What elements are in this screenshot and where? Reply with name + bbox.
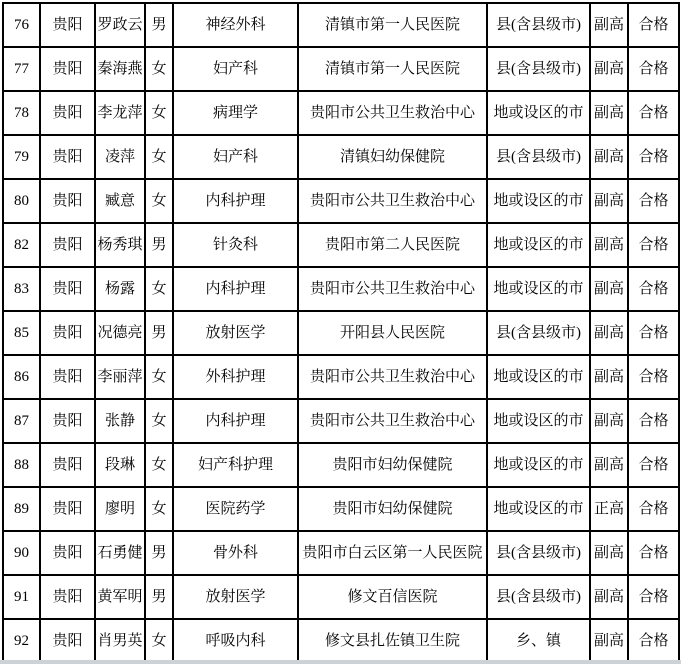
cell-seq: 87 <box>3 399 40 443</box>
cell-gender: 女 <box>145 91 173 135</box>
cell-level: 地或设区的市 <box>487 267 590 311</box>
table-row <box>3 179 679 223</box>
cell-title: 副高 <box>590 443 628 487</box>
cell-city: 贵阳 <box>40 619 95 663</box>
cell-city: 贵阳 <box>40 531 95 575</box>
cell-name: 凌萍 <box>95 135 145 179</box>
cell-specialty: 呼吸内科 <box>173 619 298 663</box>
cell-seq: 88 <box>3 443 40 487</box>
cell-title: 副高 <box>590 223 628 267</box>
cell-name: 李丽萍 <box>95 355 145 399</box>
cell-city: 贵阳 <box>40 575 95 619</box>
cell-name: 杨露 <box>95 267 145 311</box>
cell-name: 李龙萍 <box>95 91 145 135</box>
cell-gender: 男 <box>145 575 173 619</box>
cell-specialty: 针灸科 <box>173 223 298 267</box>
cell-result: 合格 <box>628 311 679 355</box>
table-row <box>3 3 679 47</box>
cell-seq: 85 <box>3 311 40 355</box>
cell-hospital: 清镇市第一人民医院 <box>298 3 487 47</box>
cell-seq: 90 <box>3 531 40 575</box>
cell-result: 合格 <box>628 619 679 663</box>
cell-hospital: 贵阳市妇幼保健院 <box>298 443 487 487</box>
cell-level: 地或设区的市 <box>487 223 590 267</box>
cell-name: 况德亮 <box>95 311 145 355</box>
cell-title: 正高 <box>590 487 628 531</box>
cell-city: 贵阳 <box>40 223 95 267</box>
cell-specialty: 妇产科 <box>173 135 298 179</box>
cell-name: 黄军明 <box>95 575 145 619</box>
cell-seq: 78 <box>3 91 40 135</box>
cell-gender: 女 <box>145 135 173 179</box>
cell-name: 肖男英 <box>95 619 145 663</box>
cell-level: 地或设区的市 <box>487 355 590 399</box>
cell-title: 副高 <box>590 267 628 311</box>
cell-gender: 男 <box>145 223 173 267</box>
table-row <box>3 311 679 355</box>
cell-hospital: 贵阳市公共卫生救治中心 <box>298 267 487 311</box>
cell-level: 乡、镇 <box>487 619 590 663</box>
cell-title: 副高 <box>590 47 628 91</box>
cell-seq: 91 <box>3 575 40 619</box>
cell-name: 杨秀琪 <box>95 223 145 267</box>
cell-gender: 女 <box>145 47 173 91</box>
cell-specialty: 外科护理 <box>173 355 298 399</box>
cell-specialty: 放射医学 <box>173 575 298 619</box>
cell-city: 贵阳 <box>40 355 95 399</box>
cell-level: 县(含县级市) <box>487 47 590 91</box>
cell-result: 合格 <box>628 575 679 619</box>
cell-result: 合格 <box>628 47 679 91</box>
table-row <box>3 91 679 135</box>
cell-specialty: 内科护理 <box>173 399 298 443</box>
cell-result: 合格 <box>628 399 679 443</box>
cell-city: 贵阳 <box>40 267 95 311</box>
cell-hospital: 贵阳市公共卫生救治中心 <box>298 91 487 135</box>
cell-specialty: 神经外科 <box>173 3 298 47</box>
cell-title: 副高 <box>590 399 628 443</box>
cell-level: 县(含县级市) <box>487 311 590 355</box>
cell-level: 县(含县级市) <box>487 575 590 619</box>
cell-city: 贵阳 <box>40 487 95 531</box>
cell-name: 段琳 <box>95 443 145 487</box>
cell-title: 副高 <box>590 179 628 223</box>
cell-title: 副高 <box>590 531 628 575</box>
table-row <box>3 355 679 399</box>
cell-gender: 男 <box>145 531 173 575</box>
cell-result: 合格 <box>628 443 679 487</box>
cell-result: 合格 <box>628 355 679 399</box>
cell-seq: 77 <box>3 47 40 91</box>
cell-result: 合格 <box>628 487 679 531</box>
cell-city: 贵阳 <box>40 91 95 135</box>
cell-result: 合格 <box>628 223 679 267</box>
cell-specialty: 妇产科 <box>173 47 298 91</box>
cell-result: 合格 <box>628 135 679 179</box>
cell-gender: 女 <box>145 487 173 531</box>
cell-name: 臧意 <box>95 179 145 223</box>
qualification-results-table <box>2 2 680 664</box>
table-body <box>3 3 679 663</box>
cell-level: 地或设区的市 <box>487 487 590 531</box>
table-row <box>3 487 679 531</box>
cell-title: 副高 <box>590 91 628 135</box>
table-row <box>3 47 679 91</box>
cell-title: 副高 <box>590 311 628 355</box>
cell-hospital: 贵阳市公共卫生救治中心 <box>298 399 487 443</box>
cell-name: 秦海燕 <box>95 47 145 91</box>
cell-result: 合格 <box>628 91 679 135</box>
cell-specialty: 医院药学 <box>173 487 298 531</box>
cell-city: 贵阳 <box>40 3 95 47</box>
cell-gender: 女 <box>145 179 173 223</box>
cell-specialty: 放射医学 <box>173 311 298 355</box>
cell-city: 贵阳 <box>40 399 95 443</box>
cell-level: 县(含县级市) <box>487 3 590 47</box>
cell-seq: 89 <box>3 487 40 531</box>
cell-hospital: 修文县扎佐镇卫生院 <box>298 619 487 663</box>
cell-level: 地或设区的市 <box>487 179 590 223</box>
cell-gender: 女 <box>145 619 173 663</box>
cell-name: 罗政云 <box>95 3 145 47</box>
cell-city: 贵阳 <box>40 179 95 223</box>
cell-specialty: 内科护理 <box>173 179 298 223</box>
cell-seq: 80 <box>3 179 40 223</box>
cell-level: 县(含县级市) <box>487 531 590 575</box>
cell-name: 廖明 <box>95 487 145 531</box>
cell-seq: 83 <box>3 267 40 311</box>
cell-gender: 女 <box>145 267 173 311</box>
cell-title: 副高 <box>590 575 628 619</box>
table-row <box>3 575 679 619</box>
cell-hospital: 清镇妇幼保健院 <box>298 135 487 179</box>
cell-gender: 女 <box>145 355 173 399</box>
cell-hospital: 贵阳市第二人民医院 <box>298 223 487 267</box>
cell-seq: 79 <box>3 135 40 179</box>
cell-title: 副高 <box>590 135 628 179</box>
cell-hospital: 贵阳市妇幼保健院 <box>298 487 487 531</box>
cell-title: 副高 <box>590 619 628 663</box>
cell-title: 副高 <box>590 3 628 47</box>
cell-gender: 女 <box>145 443 173 487</box>
bottom-edge-bar <box>0 660 681 664</box>
cell-result: 合格 <box>628 179 679 223</box>
cell-result: 合格 <box>628 531 679 575</box>
cell-level: 地或设区的市 <box>487 443 590 487</box>
cell-city: 贵阳 <box>40 47 95 91</box>
cell-hospital: 贵阳市白云区第一人民医院 <box>298 531 487 575</box>
cell-specialty: 妇产科护理 <box>173 443 298 487</box>
cell-city: 贵阳 <box>40 135 95 179</box>
cell-hospital: 清镇市第一人民医院 <box>298 47 487 91</box>
table-row <box>3 619 679 663</box>
cell-specialty: 病理学 <box>173 91 298 135</box>
cell-seq: 92 <box>3 619 40 663</box>
cell-seq: 86 <box>3 355 40 399</box>
cell-seq: 76 <box>3 3 40 47</box>
cell-hospital: 贵阳市公共卫生救治中心 <box>298 355 487 399</box>
cell-gender: 男 <box>145 3 173 47</box>
table-row <box>3 267 679 311</box>
cell-specialty: 骨外科 <box>173 531 298 575</box>
table-row <box>3 223 679 267</box>
cell-seq: 82 <box>3 223 40 267</box>
table-row <box>3 399 679 443</box>
cell-level: 地或设区的市 <box>487 91 590 135</box>
cell-result: 合格 <box>628 267 679 311</box>
table-row <box>3 531 679 575</box>
cell-specialty: 内科护理 <box>173 267 298 311</box>
table-row <box>3 443 679 487</box>
cell-name: 张静 <box>95 399 145 443</box>
cell-hospital: 开阳县人民医院 <box>298 311 487 355</box>
cell-gender: 男 <box>145 311 173 355</box>
cell-hospital: 贵阳市公共卫生救治中心 <box>298 179 487 223</box>
table-row <box>3 135 679 179</box>
cell-city: 贵阳 <box>40 443 95 487</box>
cell-level: 县(含县级市) <box>487 135 590 179</box>
cell-gender: 女 <box>145 399 173 443</box>
cell-title: 副高 <box>590 355 628 399</box>
cell-result: 合格 <box>628 3 679 47</box>
cell-level: 地或设区的市 <box>487 399 590 443</box>
cell-city: 贵阳 <box>40 311 95 355</box>
cell-hospital: 修文百信医院 <box>298 575 487 619</box>
cell-name: 石勇健 <box>95 531 145 575</box>
